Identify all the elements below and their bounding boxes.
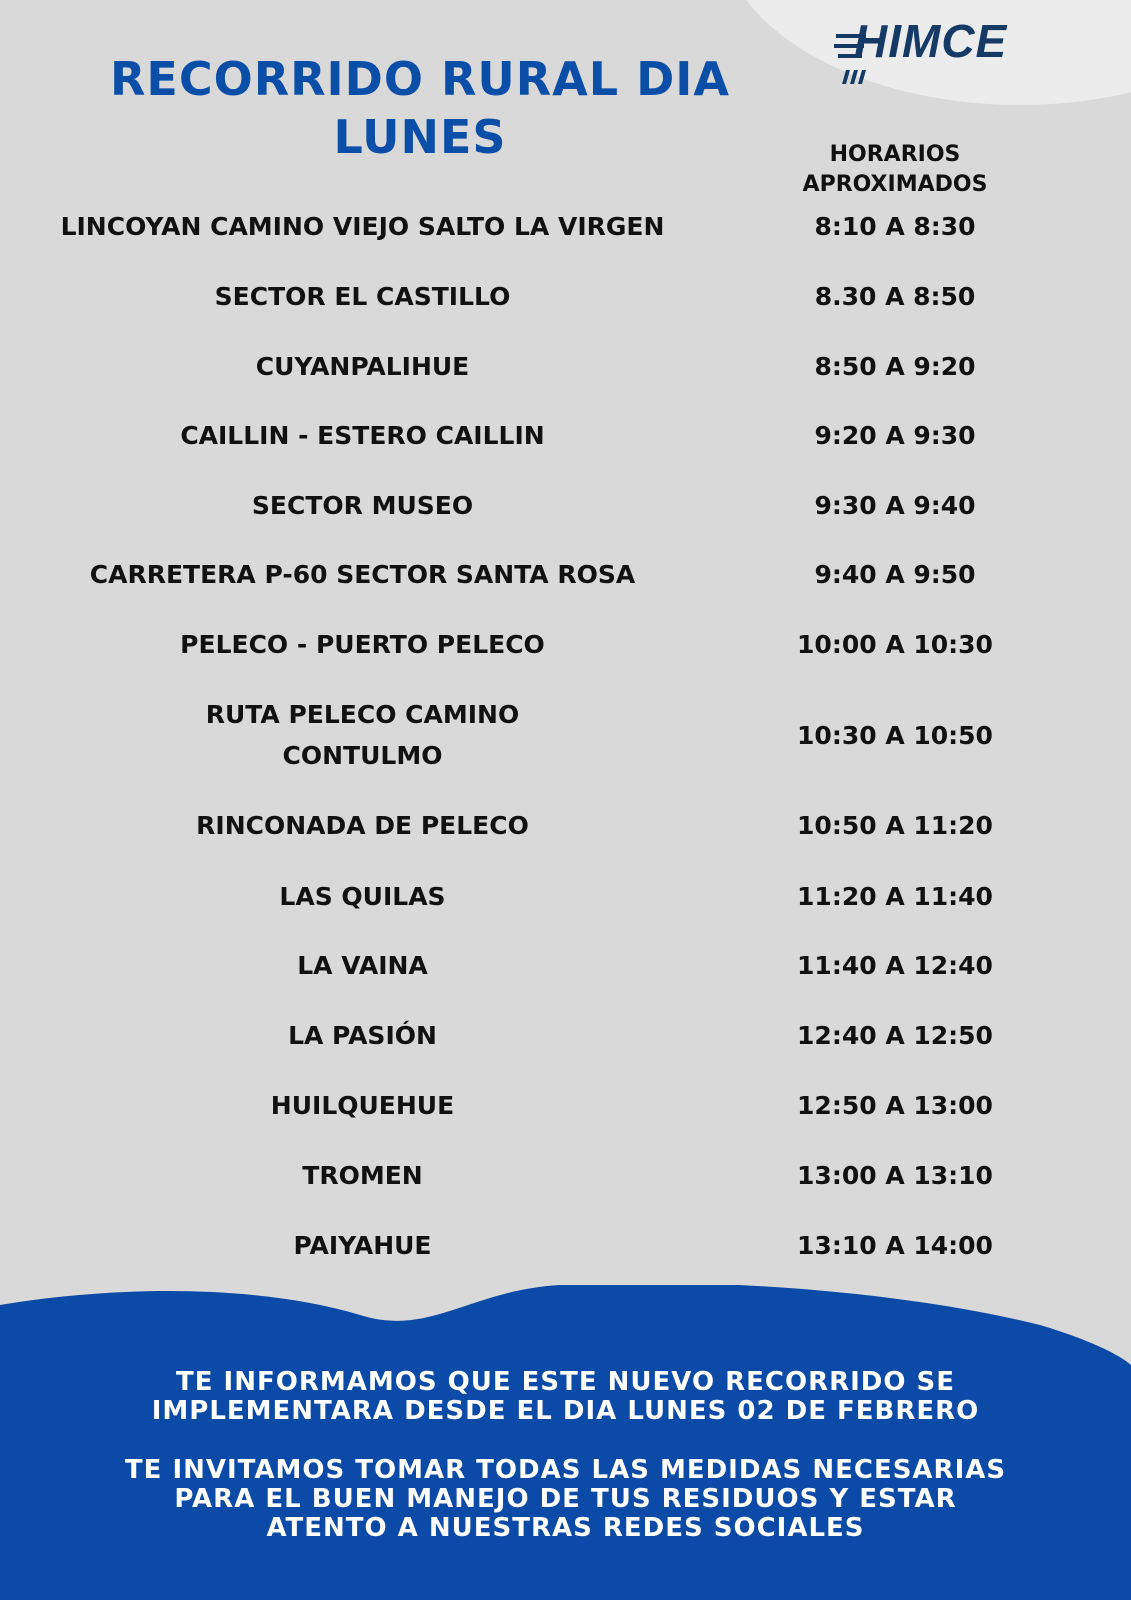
time-range: 8:50 A 9:20	[814, 351, 976, 381]
hours-header-line-2: APROXIMADOS	[802, 172, 988, 197]
advice-line-2: PARA EL BUEN MANEJO DE TUS RESIDUOS Y ESTAR	[174, 1484, 957, 1514]
schedule-row	[0, 544, 1131, 604]
time-range: 9:30 A 9:40	[814, 490, 976, 520]
time-range: 10:30 A 10:50	[797, 720, 993, 750]
hours-header-line-1: HORARIOS	[829, 142, 961, 167]
logo-text: HIMCE	[854, 15, 1008, 67]
time-range: 10:50 A 11:20	[797, 810, 993, 840]
title-line-2: LUNES	[333, 110, 507, 164]
schedule-row	[0, 866, 1131, 926]
schedule-row	[0, 1145, 1131, 1205]
schedule-row	[0, 336, 1131, 396]
notice-text	[40, 1368, 1091, 1426]
hours-column-header	[770, 140, 1020, 200]
advice-line-1: TE INVITAMOS TOMAR TODAS LAS MEDIDAS NECESARIAS	[124, 1455, 1007, 1485]
place-name: LA VAINA	[297, 950, 428, 980]
schedule-row	[0, 694, 1131, 776]
place-name: RUTA PELECO CAMINO CONTULMO	[205, 700, 520, 770]
schedule-row	[0, 614, 1131, 674]
advice-line-3: ATENTO A NUESTRAS REDES SOCIALES	[266, 1513, 865, 1543]
title-line-1: RECORRIDO RURAL DIA	[110, 52, 730, 106]
time-range: 12:50 A 13:00	[797, 1090, 993, 1120]
place-name: LINCOYAN CAMINO VIEJO SALTO LA VIRGEN	[60, 211, 665, 241]
footer-wave-background	[0, 1285, 1131, 1600]
place-name: PELECO - PUERTO PELECO	[180, 629, 545, 659]
time-range: 13:10 A 14:00	[797, 1230, 993, 1260]
time-range: 9:40 A 9:50	[814, 559, 976, 589]
notice-line-2: IMPLEMENTARA DESDE EL DIA LUNES 02 DE FEBRERO	[151, 1396, 980, 1426]
schedule-row	[0, 795, 1131, 855]
time-range: 9:20 A 9:30	[814, 420, 976, 450]
time-range: 12:40 A 12:50	[797, 1020, 993, 1050]
place-name: CAILLIN - ESTERO CAILLIN	[180, 420, 545, 450]
time-range: 11:20 A 11:40	[797, 881, 993, 911]
time-range: 8.30 A 8:50	[814, 281, 976, 311]
schedule-row	[0, 1075, 1131, 1135]
place-name: TROMEN	[302, 1160, 423, 1190]
place-name: RINCONADA DE PELECO	[196, 810, 529, 840]
place-name: LAS QUILAS	[279, 881, 446, 911]
schedule-row	[0, 196, 1131, 256]
place-name: LA PASIÓN	[288, 1020, 437, 1050]
schedule-row	[0, 475, 1131, 535]
place-name: CUYANPALIHUE	[255, 351, 470, 381]
advice-text	[40, 1456, 1091, 1543]
schedule-row	[0, 1215, 1131, 1275]
place-name: SECTOR EL CASTILLO	[214, 281, 511, 311]
place-name: HUILQUEHUE	[270, 1090, 455, 1120]
page-title	[60, 50, 780, 166]
time-range: 10:00 A 10:30	[797, 629, 993, 659]
notice-line-1: TE INFORMAMOS QUE ESTE NUEVO RECORRIDO SE	[175, 1367, 956, 1397]
schedule-row	[0, 405, 1131, 465]
time-range: 8:10 A 8:30	[814, 211, 976, 241]
place-name: CARRETERA P-60 SECTOR SANTA ROSA	[89, 559, 636, 589]
schedule-row	[0, 1005, 1131, 1065]
time-range: 11:40 A 12:40	[797, 950, 993, 980]
himce-logo	[834, 14, 1064, 84]
time-range: 13:00 A 13:10	[797, 1160, 993, 1190]
place-name: PAIYAHUE	[293, 1230, 432, 1260]
place-name: SECTOR MUSEO	[251, 490, 474, 520]
schedule-row	[0, 266, 1131, 326]
schedule-row	[0, 935, 1131, 995]
